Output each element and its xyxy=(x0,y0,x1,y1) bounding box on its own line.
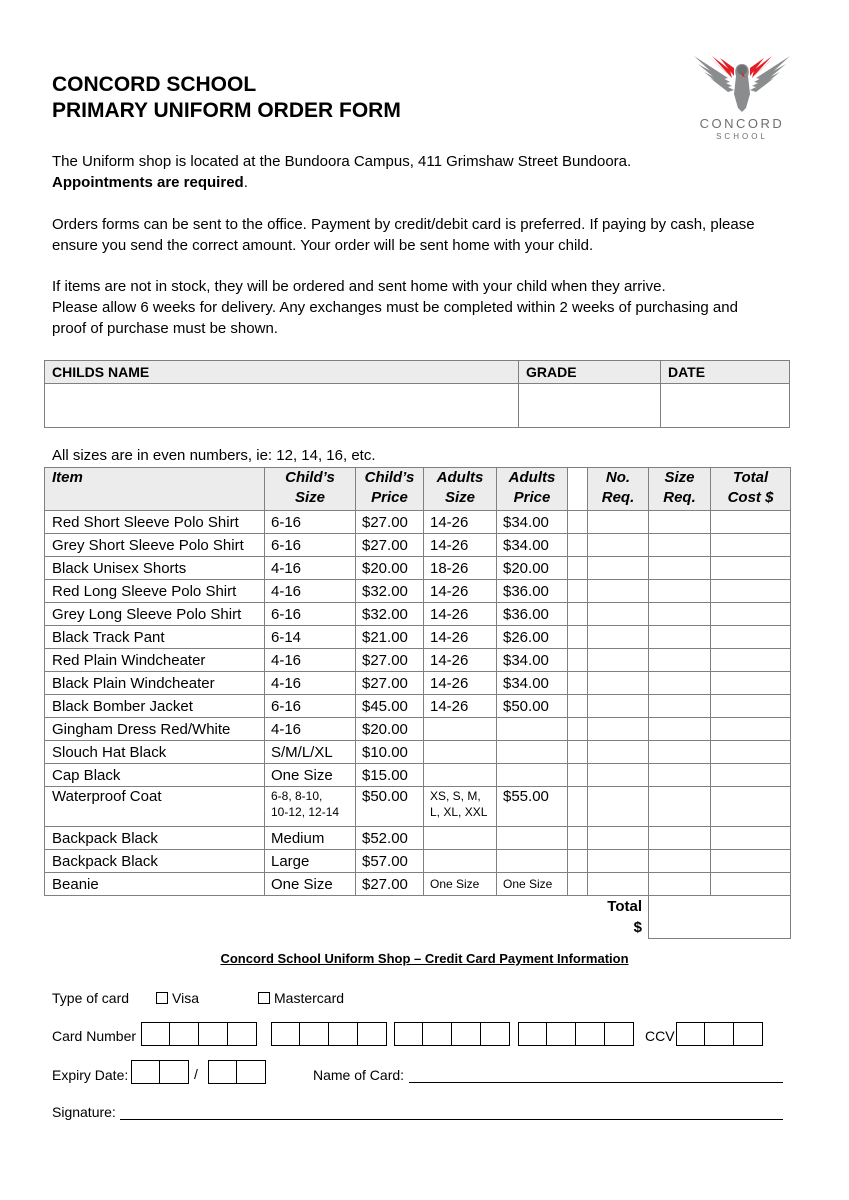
ccv-digit-box[interactable] xyxy=(734,1022,763,1046)
child-size: 4-16 xyxy=(265,718,356,741)
ccv-label: CCV xyxy=(645,1028,675,1044)
card-number-group-1[interactable] xyxy=(141,1022,257,1046)
total-cost-field[interactable] xyxy=(711,695,791,718)
item-name: Gingham Dress Red/White xyxy=(45,718,265,741)
expiry-digit-box[interactable] xyxy=(160,1060,189,1084)
expiry-slash: / xyxy=(194,1066,198,1082)
school-logo xyxy=(690,50,794,145)
column-gap xyxy=(568,603,588,626)
size-req-field[interactable] xyxy=(649,649,711,672)
child-price: $15.00 xyxy=(356,764,424,787)
table-row xyxy=(45,626,791,649)
total-cost-field[interactable] xyxy=(711,511,791,534)
orders-line-2: ensure you send the correct amount. Your order will be sent home with your child. xyxy=(52,237,594,254)
table-row xyxy=(45,534,791,557)
no-req-field[interactable] xyxy=(588,873,649,896)
child-size: 6-16 xyxy=(265,603,356,626)
no-req-field[interactable] xyxy=(588,534,649,557)
total-cost-field[interactable] xyxy=(711,649,791,672)
grade-field[interactable] xyxy=(519,384,661,428)
logo-wordmark: CONCORD xyxy=(699,116,785,131)
child-price: $45.00 xyxy=(356,695,424,718)
adult-price: $34.00 xyxy=(497,672,568,695)
card-digit-box[interactable] xyxy=(271,1022,300,1046)
item-name: Beanie xyxy=(45,873,265,896)
column-gap xyxy=(568,672,588,695)
intro-orders xyxy=(52,214,812,256)
table-row xyxy=(45,827,791,850)
child-price: $20.00 xyxy=(356,718,424,741)
column-gap xyxy=(568,827,588,850)
stock-line-2: Please allow 6 weeks for delivery. Any exchanges must be completed within 2 weeks of purchasing and xyxy=(52,299,738,316)
total-cost-field[interactable] xyxy=(711,850,791,873)
items-header-row xyxy=(45,468,791,511)
childs-name-field[interactable] xyxy=(45,384,519,428)
page-title xyxy=(52,72,401,124)
childs-price-header: Child’s Price xyxy=(356,468,424,511)
child-info-table xyxy=(44,360,790,428)
total-cost-field[interactable] xyxy=(711,580,791,603)
size-req-field[interactable] xyxy=(649,580,711,603)
card-digit-box[interactable] xyxy=(394,1022,423,1046)
orders-line-1: Orders forms can be sent to the office. Payment by credit/debit card is preferred. If paying by cash, please xyxy=(52,216,755,233)
adult-size: 14-26 xyxy=(424,626,497,649)
size-req-field[interactable] xyxy=(649,672,711,695)
child-size: 6-8, 8-10, 10-12, 12-14 xyxy=(265,787,356,827)
adult-size: 18-26 xyxy=(424,557,497,580)
column-gap xyxy=(568,511,588,534)
table-row xyxy=(45,672,791,695)
table-row xyxy=(45,741,791,764)
item-name: Backpack Black xyxy=(45,850,265,873)
adult-price xyxy=(497,850,568,873)
adult-size xyxy=(424,718,497,741)
total-cost-field[interactable] xyxy=(711,741,791,764)
adults-size-header: Adults Size xyxy=(424,468,497,511)
no-req-field[interactable] xyxy=(588,580,649,603)
total-row xyxy=(45,896,791,939)
table-row xyxy=(45,649,791,672)
total-cost-field[interactable] xyxy=(711,764,791,787)
child-price: $21.00 xyxy=(356,626,424,649)
total-cost-field[interactable] xyxy=(711,827,791,850)
child-size: S/M/L/XL xyxy=(265,741,356,764)
name-of-card-label: Name of Card: xyxy=(313,1067,405,1083)
expiry-digit-box[interactable] xyxy=(237,1060,266,1084)
no-req-field[interactable] xyxy=(588,557,649,580)
no-req-field[interactable] xyxy=(588,511,649,534)
appointments-line xyxy=(52,172,812,193)
card-digit-box[interactable] xyxy=(518,1022,547,1046)
adult-size xyxy=(424,827,497,850)
column-gap xyxy=(568,626,588,649)
appointments-text: Appointments are required xyxy=(52,174,244,191)
card-number-group-3[interactable] xyxy=(394,1022,510,1046)
size-req-field[interactable] xyxy=(649,695,711,718)
table-row xyxy=(45,580,791,603)
card-digit-box[interactable] xyxy=(199,1022,228,1046)
child-size: One Size xyxy=(265,873,356,896)
adult-price xyxy=(497,741,568,764)
location-text: The Uniform shop is located at the Bundoora Campus, 411 Grimshaw Street Bundoora. xyxy=(52,153,632,170)
child-size: 4-16 xyxy=(265,557,356,580)
column-gap xyxy=(568,649,588,672)
table-row xyxy=(45,557,791,580)
sizes-note: All sizes are in even numbers, ie: 12, 14, 16, etc. xyxy=(52,447,376,464)
card-digit-box[interactable] xyxy=(300,1022,329,1046)
card-digit-box[interactable] xyxy=(358,1022,387,1046)
table-row xyxy=(45,511,791,534)
card-digit-box[interactable] xyxy=(423,1022,452,1046)
child-price: $10.00 xyxy=(356,741,424,764)
child-size: 4-16 xyxy=(265,672,356,695)
card-digit-box[interactable] xyxy=(452,1022,481,1046)
column-gap xyxy=(568,787,588,827)
type-of-card-label: Type of card xyxy=(52,990,130,1006)
visa-label: Visa xyxy=(172,990,199,1006)
item-header: Item xyxy=(45,468,265,511)
table-row xyxy=(45,787,791,827)
name-of-card-field[interactable] xyxy=(409,1068,783,1083)
expiry-date-label: Expiry Date: xyxy=(52,1067,129,1083)
no-req-field[interactable] xyxy=(588,718,649,741)
column-gap xyxy=(568,873,588,896)
adult-price: $34.00 xyxy=(497,649,568,672)
item-name: Black Bomber Jacket xyxy=(45,695,265,718)
no-req-field[interactable] xyxy=(588,827,649,850)
signature-label: Signature: xyxy=(52,1104,116,1120)
card-digit-box[interactable] xyxy=(576,1022,605,1046)
child-price: $27.00 xyxy=(356,534,424,557)
child-price: $32.00 xyxy=(356,580,424,603)
adult-price: $50.00 xyxy=(497,695,568,718)
logo-subtitle: SCHOOL xyxy=(716,132,768,141)
adult-size: XS, S, M, L, XL, XXL xyxy=(424,787,497,827)
adult-price: $36.00 xyxy=(497,603,568,626)
child-price: $27.00 xyxy=(356,672,424,695)
card-digit-box[interactable] xyxy=(170,1022,199,1046)
size-req-field[interactable] xyxy=(649,557,711,580)
column-gap xyxy=(568,850,588,873)
no-req-field[interactable] xyxy=(588,626,649,649)
adult-price xyxy=(497,827,568,850)
size-req-field[interactable] xyxy=(649,603,711,626)
total-cost-field[interactable] xyxy=(711,873,791,896)
adult-size xyxy=(424,850,497,873)
card-digit-box[interactable] xyxy=(547,1022,576,1046)
column-gap xyxy=(568,534,588,557)
size-req-field[interactable] xyxy=(649,626,711,649)
adult-price xyxy=(497,718,568,741)
child-price: $27.00 xyxy=(356,873,424,896)
column-gap xyxy=(568,741,588,764)
childs-name-header: CHILDS NAME xyxy=(45,361,519,384)
table-row xyxy=(45,850,791,873)
adult-size: 14-26 xyxy=(424,649,497,672)
card-number-group-4[interactable] xyxy=(518,1022,634,1046)
table-row xyxy=(45,603,791,626)
table-row xyxy=(45,873,791,896)
no-req-header: No. Req. xyxy=(588,468,649,511)
no-req-field[interactable] xyxy=(588,603,649,626)
child-size: 6-14 xyxy=(265,626,356,649)
column-gap xyxy=(568,468,588,511)
column-gap xyxy=(568,764,588,787)
stock-line-3: proof of purchase must be shown. xyxy=(52,320,278,337)
adult-price xyxy=(497,764,568,787)
adult-size: 14-26 xyxy=(424,580,497,603)
signature-field[interactable] xyxy=(120,1105,783,1120)
card-number-label: Card Number xyxy=(52,1028,137,1044)
intro-stock xyxy=(52,276,812,339)
column-gap xyxy=(568,580,588,603)
visa-option[interactable] xyxy=(156,990,199,1006)
adult-size: One Size xyxy=(424,873,497,896)
size-req-field[interactable] xyxy=(649,511,711,534)
size-req-field[interactable] xyxy=(649,873,711,896)
child-size: 6-16 xyxy=(265,511,356,534)
item-name: Slouch Hat Black xyxy=(45,741,265,764)
uniform-items-table xyxy=(44,467,791,939)
card-digit-box[interactable] xyxy=(329,1022,358,1046)
column-gap xyxy=(568,557,588,580)
ccv-digit-box[interactable] xyxy=(705,1022,734,1046)
credit-card-title: Concord School Uniform Shop – Credit Card Payment Information xyxy=(220,951,629,966)
adult-size: 14-26 xyxy=(424,695,497,718)
item-name: Black Unisex Shorts xyxy=(45,557,265,580)
child-price: $57.00 xyxy=(356,850,424,873)
intro-location xyxy=(52,151,812,193)
column-gap xyxy=(568,718,588,741)
adult-price: $34.00 xyxy=(497,511,568,534)
child-price: $27.00 xyxy=(356,511,424,534)
expiry-digit-box[interactable] xyxy=(131,1060,160,1084)
item-name: Cap Black xyxy=(45,764,265,787)
child-size: Large xyxy=(265,850,356,873)
childs-size-header: Child’s Size xyxy=(265,468,356,511)
size-req-field[interactable] xyxy=(649,718,711,741)
size-req-field[interactable] xyxy=(649,827,711,850)
size-req-field[interactable] xyxy=(649,764,711,787)
adult-size: 14-26 xyxy=(424,511,497,534)
size-req-header: Size Req. xyxy=(649,468,711,511)
child-size: Medium xyxy=(265,827,356,850)
stock-line-1: If items are not in stock, they will be ordered and sent home with your child when they arrive. xyxy=(52,278,666,295)
no-req-field[interactable] xyxy=(588,649,649,672)
no-req-field[interactable] xyxy=(588,741,649,764)
adult-price: One Size xyxy=(497,873,568,896)
title-line-2: PRIMARY UNIFORM ORDER FORM xyxy=(52,99,401,122)
item-name: Black Track Pant xyxy=(45,626,265,649)
adult-price: $26.00 xyxy=(497,626,568,649)
no-req-field[interactable] xyxy=(588,850,649,873)
card-digit-box[interactable] xyxy=(228,1022,257,1046)
table-row xyxy=(45,718,791,741)
child-size: 4-16 xyxy=(265,580,356,603)
item-name: Red Short Sleeve Polo Shirt xyxy=(45,511,265,534)
item-name: Red Long Sleeve Polo Shirt xyxy=(45,580,265,603)
total-cost-field[interactable] xyxy=(711,626,791,649)
card-digit-box[interactable] xyxy=(605,1022,634,1046)
table-row xyxy=(45,764,791,787)
child-size: 6-16 xyxy=(265,695,356,718)
total-cost-field[interactable] xyxy=(711,603,791,626)
adult-size: 14-26 xyxy=(424,672,497,695)
no-req-field[interactable] xyxy=(588,672,649,695)
item-name: Grey Short Sleeve Polo Shirt xyxy=(45,534,265,557)
adult-price: $34.00 xyxy=(497,534,568,557)
card-digit-box[interactable] xyxy=(481,1022,510,1046)
total-label: Total $ xyxy=(607,898,642,936)
adults-price-header: Adults Price xyxy=(497,468,568,511)
adult-size xyxy=(424,741,497,764)
column-gap xyxy=(568,695,588,718)
card-number-group-2[interactable] xyxy=(271,1022,387,1046)
ccv-group[interactable] xyxy=(676,1022,763,1046)
eagle-icon xyxy=(690,50,794,114)
child-price: $52.00 xyxy=(356,827,424,850)
grade-header: GRADE xyxy=(519,361,661,384)
mastercard-checkbox[interactable] xyxy=(258,992,270,1004)
no-req-field[interactable] xyxy=(588,695,649,718)
adult-size: 14-26 xyxy=(424,534,497,557)
grand-total-field[interactable] xyxy=(649,896,791,939)
total-cost-field[interactable] xyxy=(711,534,791,557)
item-name: Backpack Black xyxy=(45,827,265,850)
mastercard-option[interactable] xyxy=(258,990,344,1006)
visa-checkbox[interactable] xyxy=(156,992,168,1004)
table-row xyxy=(45,695,791,718)
total-cost-field[interactable] xyxy=(711,672,791,695)
child-price: $32.00 xyxy=(356,603,424,626)
child-size: 4-16 xyxy=(265,649,356,672)
title-line-1: CONCORD SCHOOL xyxy=(52,73,257,96)
expiry-digit-box[interactable] xyxy=(208,1060,237,1084)
total-cost-field[interactable] xyxy=(711,557,791,580)
ccv-digit-box[interactable] xyxy=(676,1022,705,1046)
child-size: 6-16 xyxy=(265,534,356,557)
appointments-period: . xyxy=(243,174,248,191)
item-name: Red Plain Windcheater xyxy=(45,649,265,672)
adult-size: 14-26 xyxy=(424,603,497,626)
adult-price: $36.00 xyxy=(497,580,568,603)
card-digit-box[interactable] xyxy=(141,1022,170,1046)
total-cost-field[interactable] xyxy=(711,718,791,741)
expiry-month-group[interactable] xyxy=(131,1060,189,1084)
mastercard-label: Mastercard xyxy=(274,990,345,1006)
size-req-field[interactable] xyxy=(649,850,711,873)
date-header: DATE xyxy=(661,361,790,384)
no-req-field[interactable] xyxy=(588,764,649,787)
expiry-year-group[interactable] xyxy=(208,1060,266,1084)
date-field[interactable] xyxy=(661,384,790,428)
no-req-field[interactable] xyxy=(588,787,649,827)
child-price: $20.00 xyxy=(356,557,424,580)
child-price: $27.00 xyxy=(356,649,424,672)
item-name: Black Plain Windcheater xyxy=(45,672,265,695)
adult-price: $55.00 xyxy=(497,787,568,827)
item-name: Waterproof Coat xyxy=(45,787,265,827)
size-req-field[interactable] xyxy=(649,787,711,827)
item-name: Grey Long Sleeve Polo Shirt xyxy=(45,603,265,626)
adult-size xyxy=(424,764,497,787)
total-cost-field[interactable] xyxy=(711,787,791,827)
child-price: $50.00 xyxy=(356,787,424,827)
adult-price: $20.00 xyxy=(497,557,568,580)
size-req-field[interactable] xyxy=(649,534,711,557)
total-cost-header: Total Cost $ xyxy=(711,468,791,511)
child-size: One Size xyxy=(265,764,356,787)
size-req-field[interactable] xyxy=(649,741,711,764)
